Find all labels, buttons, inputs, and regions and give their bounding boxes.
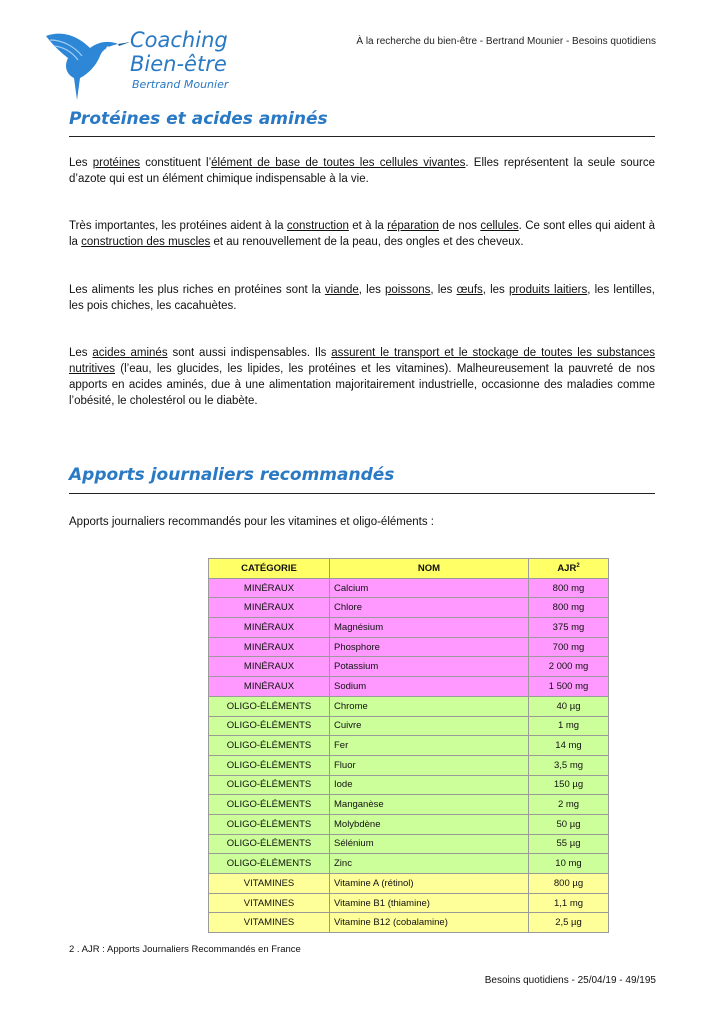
cell-name: Molybdène xyxy=(330,814,529,834)
cell-value: 40 µg xyxy=(529,696,609,716)
cell-value: 800 mg xyxy=(529,598,609,618)
cell-value: 10 mg xyxy=(529,854,609,874)
table-row xyxy=(209,834,609,854)
cell-name: Sodium xyxy=(330,677,529,697)
cell-name: Fer xyxy=(330,736,529,756)
cell-category: VITAMINES xyxy=(209,874,330,894)
cell-category: VITAMINES xyxy=(209,893,330,913)
cell-name: Vitamine A (rétinol) xyxy=(330,874,529,894)
table-row xyxy=(209,814,609,834)
table-intro: Apports journaliers recommandés pour les vitamines et oligo-éléments : xyxy=(69,516,434,528)
table-header-row xyxy=(209,559,609,579)
cell-name: Chlore xyxy=(330,598,529,618)
table-row xyxy=(209,736,609,756)
cell-category: OLIGO-ÉLÉMENTS xyxy=(209,814,330,834)
cell-category: MINÉRAUX xyxy=(209,657,330,677)
cell-value: 55 µg xyxy=(529,834,609,854)
table-row xyxy=(209,578,609,598)
logo-subtitle: Bertrand Mounier xyxy=(132,78,229,91)
paragraph-1: Les protéines constituent l’élément de base de toutes les cellules vivantes. Elles représentent la seule source d’azote qui est un élément chimique indispensable à la vie. xyxy=(69,157,655,185)
table-row xyxy=(209,657,609,677)
cell-name: Potassium xyxy=(330,657,529,677)
cell-value: 1,1 mg xyxy=(529,893,609,913)
page-header: À la recherche du bien-être - Bertrand Mounier - Besoins quotidiens xyxy=(356,36,656,47)
table-row xyxy=(209,618,609,638)
cell-category: VITAMINES xyxy=(209,913,330,933)
header-category: CATÉGORIE xyxy=(209,559,330,579)
cell-category: MINÉRAUX xyxy=(209,578,330,598)
table-row xyxy=(209,696,609,716)
cell-value: 14 mg xyxy=(529,736,609,756)
cell-name: Magnésium xyxy=(330,618,529,638)
page-footer: Besoins quotidiens - 25/04/19 - 49/195 xyxy=(484,975,656,986)
table-row xyxy=(209,775,609,795)
table-row xyxy=(209,716,609,736)
logo-title: Coaching Bien-être xyxy=(130,28,228,76)
table-row xyxy=(209,795,609,815)
footnote: 2 . AJR : Apports Journaliers Recommandés en France xyxy=(69,944,301,955)
cell-name: Chrome xyxy=(330,696,529,716)
paragraph-4: Les acides aminés sont aussi indispensables. Ils assurent le transport et le stockage de toutes les substances nutritives (l’eau, les glucides, les lipides, les protéines et les vitamines). Malheureusement la pauvreté de nos apports en acides aminés, due à une alimentation majoritairement industrielle, occasionne des maladies comme l’obésité, le cholestérol ou le diabète. xyxy=(69,347,655,407)
cell-name: Calcium xyxy=(330,578,529,598)
cell-category: MINÉRAUX xyxy=(209,677,330,697)
cell-name: Iode xyxy=(330,775,529,795)
cell-category: OLIGO-ÉLÉMENTS xyxy=(209,854,330,874)
table-body xyxy=(209,578,609,932)
table-row xyxy=(209,854,609,874)
table-row xyxy=(209,755,609,775)
cell-category: MINÉRAUX xyxy=(209,637,330,657)
cell-category: OLIGO-ÉLÉMENTS xyxy=(209,795,330,815)
cell-value: 800 µg xyxy=(529,874,609,894)
cell-name: Phosphore xyxy=(330,637,529,657)
cell-value: 1 mg xyxy=(529,716,609,736)
table-row xyxy=(209,637,609,657)
table-row xyxy=(209,893,609,913)
cell-category: OLIGO-ÉLÉMENTS xyxy=(209,834,330,854)
cell-value: 2 mg xyxy=(529,795,609,815)
hummingbird-icon xyxy=(44,26,130,102)
cell-category: OLIGO-ÉLÉMENTS xyxy=(209,716,330,736)
header-ajr: AJR$^2$ xyxy=(529,559,609,579)
cell-category: OLIGO-ÉLÉMENTS xyxy=(209,696,330,716)
cell-value: 700 mg xyxy=(529,637,609,657)
cell-name: Manganèse xyxy=(330,795,529,815)
table-row xyxy=(209,598,609,618)
cell-name: Cuivre xyxy=(330,716,529,736)
logo xyxy=(44,24,244,102)
cell-value: 800 mg xyxy=(529,578,609,598)
section-title-apports: Apports journaliers recommandés xyxy=(69,465,395,485)
cell-value: 2,5 µg xyxy=(529,913,609,933)
cell-category: OLIGO-ÉLÉMENTS xyxy=(209,736,330,756)
section-rule xyxy=(69,493,655,494)
paragraph-2: Très importantes, les protéines aident à la construction et à la réparation de nos cellules. Ce sont elles qui aident à la construction des muscles et au renouvellement de la peau, des ongles et des cheveux. xyxy=(69,220,656,248)
cell-name: Vitamine B12 (cobalamine) xyxy=(330,913,529,933)
cell-value: 1 500 mg xyxy=(529,677,609,697)
section-title-proteines: Protéines et acides aminés xyxy=(69,109,328,129)
section-rule xyxy=(69,136,655,137)
cell-value: 3,5 mg xyxy=(529,755,609,775)
header-name: NOM xyxy=(330,559,529,579)
table-row xyxy=(209,874,609,894)
table-row xyxy=(209,913,609,933)
cell-category: OLIGO-ÉLÉMENTS xyxy=(209,755,330,775)
paragraph-3: Les aliments les plus riches en protéines sont la viande, les poissons, les œufs, les produits laitiers, les lentilles, les pois chiches, les cacahuètes. xyxy=(69,284,655,312)
table-row xyxy=(209,677,609,697)
cell-value: 50 µg xyxy=(529,814,609,834)
cell-category: OLIGO-ÉLÉMENTS xyxy=(209,775,330,795)
cell-value: 375 mg xyxy=(529,618,609,638)
cell-name: Fluor xyxy=(330,755,529,775)
cell-name: Vitamine B1 (thiamine) xyxy=(330,893,529,913)
cell-category: MINÉRAUX xyxy=(209,618,330,638)
cell-name: Sélénium xyxy=(330,834,529,854)
cell-category: MINÉRAUX xyxy=(209,598,330,618)
cell-name: Zinc xyxy=(330,854,529,874)
cell-value: 2 000 mg xyxy=(529,657,609,677)
cell-value: 150 µg xyxy=(529,775,609,795)
ajr-table xyxy=(208,558,609,933)
